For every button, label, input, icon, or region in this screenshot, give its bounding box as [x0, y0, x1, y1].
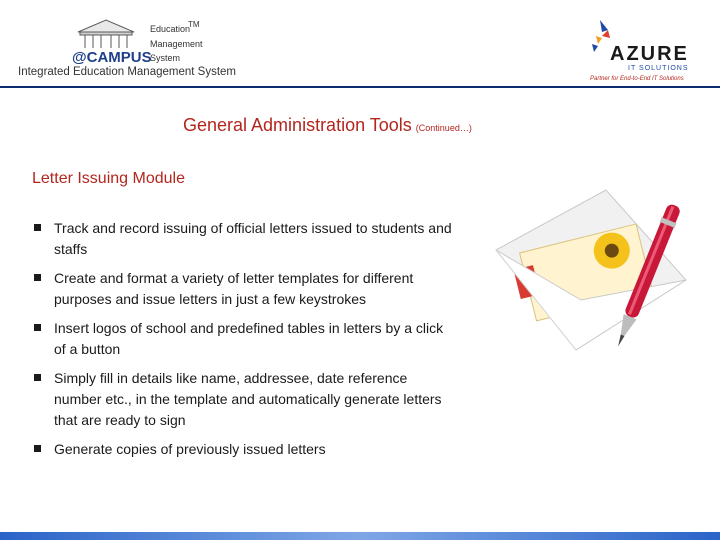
azure-tagline: Partner for End-to-End IT Solutions	[590, 76, 684, 82]
footer-bar	[0, 532, 720, 540]
list-item	[34, 268, 454, 310]
square-bullet-icon	[34, 274, 41, 281]
azure-mark-icon	[592, 20, 610, 52]
header-tagline: Integrated Education Management System	[18, 66, 236, 78]
square-bullet-icon	[34, 445, 41, 452]
slide-title	[183, 115, 472, 136]
header-divider	[0, 86, 720, 88]
list-item	[34, 439, 454, 460]
logo-line2: Management	[150, 39, 203, 49]
feature-list	[34, 218, 454, 468]
list-item	[34, 218, 454, 260]
list-item	[34, 368, 454, 431]
azure-logo	[588, 16, 710, 84]
logo-line3: System	[150, 53, 181, 63]
list-item	[34, 318, 454, 360]
slide-title-text: General Administration Tools	[183, 115, 412, 135]
slide-title-suffix: (Continued…)	[415, 123, 472, 133]
logo-line1: Education	[150, 24, 191, 34]
list-item-text: Generate copies of previously issued letters	[54, 441, 326, 457]
list-item-text: Create and format a variety of letter templates for different purposes and issue letters in just a few keystrokes	[54, 270, 414, 307]
square-bullet-icon	[34, 324, 41, 331]
envelope-with-pen-and-card-icon	[486, 180, 696, 380]
campus-logo	[70, 10, 210, 66]
square-bullet-icon	[34, 224, 41, 231]
list-item-text: Simply fill in details like name, addressee, date reference number etc., in the template and automatically generate letters that are ready to sign	[54, 370, 442, 428]
campus-brand: @CAMPUS	[72, 49, 152, 66]
list-item-text: Track and record issuing of official letters issued to students and staffs	[54, 220, 452, 257]
building-icon	[78, 20, 134, 48]
section-heading: Letter Issuing Module	[32, 170, 185, 187]
list-item-text: Insert logos of school and predefined tables in letters by a click of a button	[54, 320, 444, 357]
slide-header	[0, 0, 720, 94]
azure-sub: IT SOLUTIONS	[628, 65, 689, 72]
azure-brand: AZURE	[610, 43, 689, 65]
logo-trademark: TM	[188, 20, 200, 29]
square-bullet-icon	[34, 374, 41, 381]
